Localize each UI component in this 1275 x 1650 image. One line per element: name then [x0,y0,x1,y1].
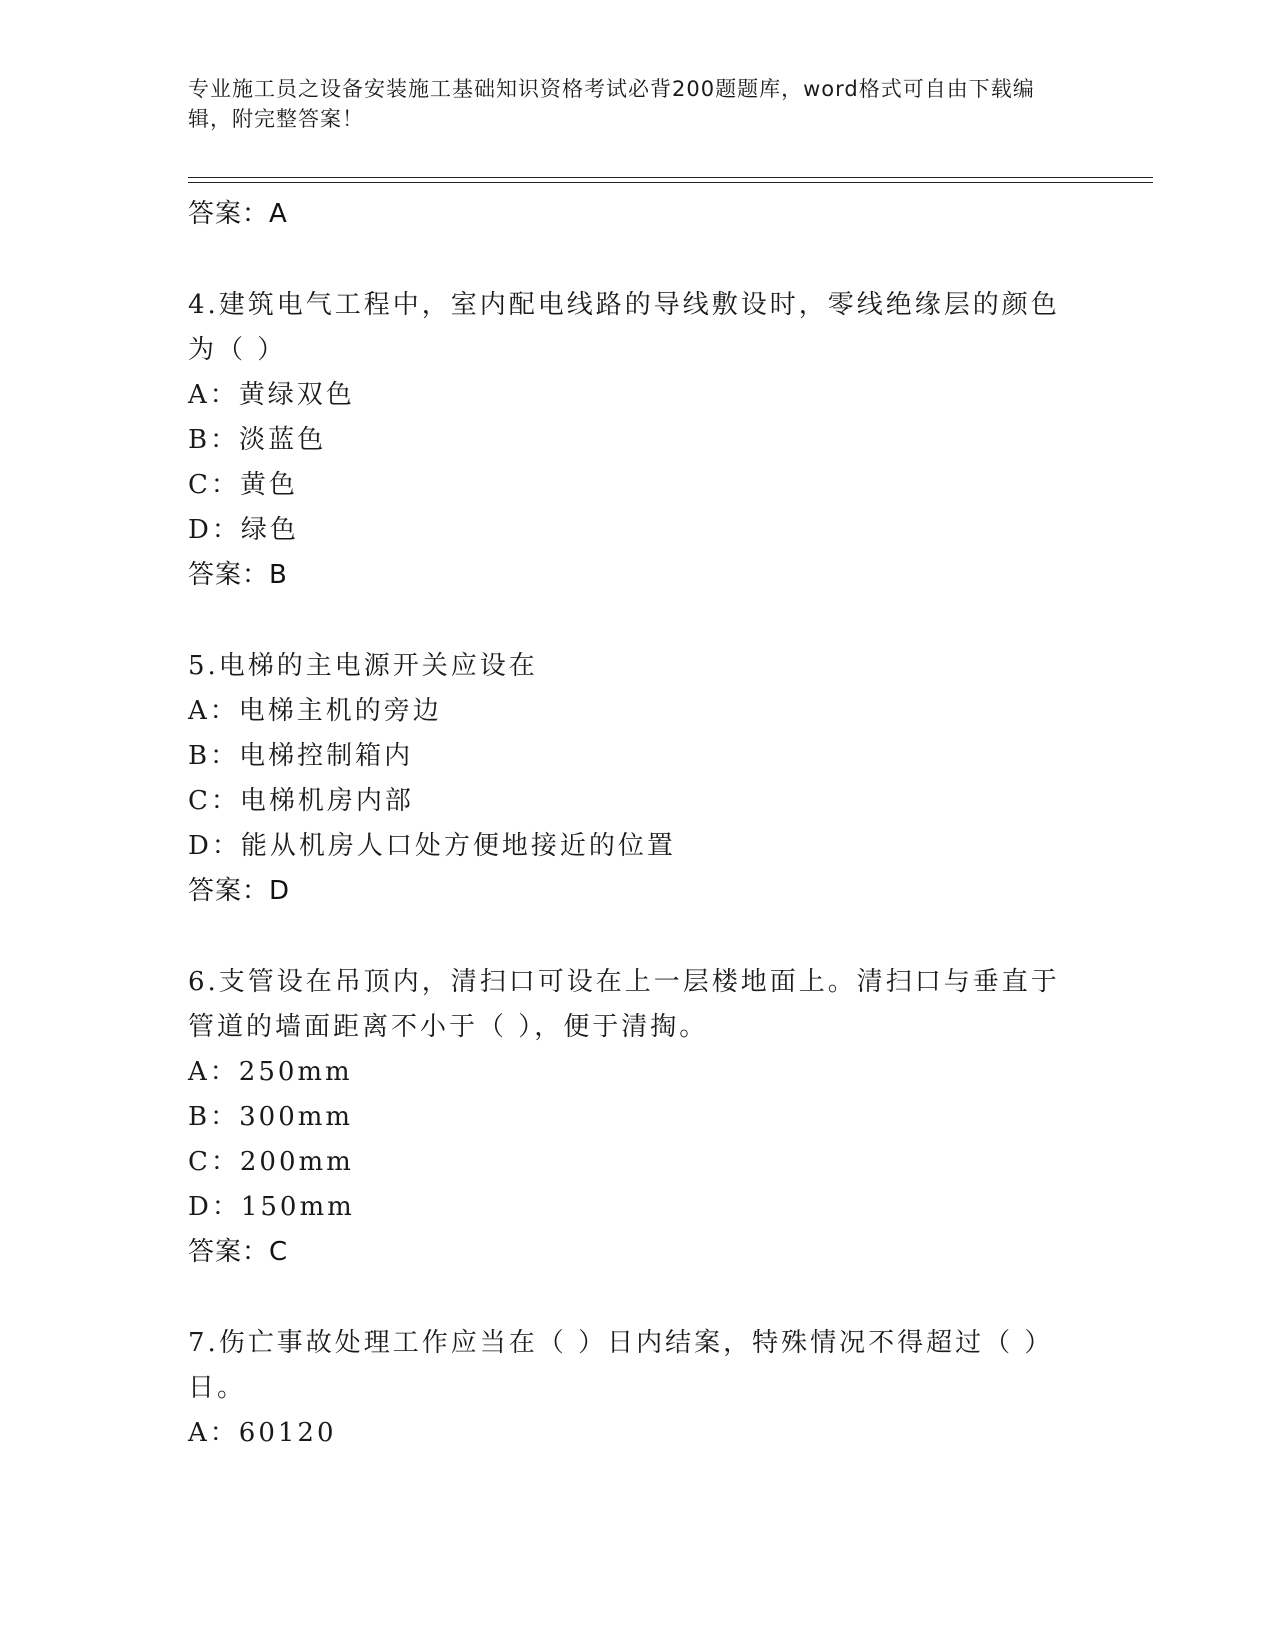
option-c: C：200mm [188,1147,354,1177]
question-item [188,960,1068,1275]
question-text: 6.支管设在吊顶内，清扫口可设在上一层楼地面上。清扫口与垂直于管道的墙面距离不小于（ ），便于清掏。 [188,967,1060,1042]
option-a: A：60120 [188,1418,337,1448]
question-item [188,644,1068,914]
option-a: A：250mm [188,1057,353,1087]
option-b: B：淡蓝色 [188,425,327,455]
option-d: D：绿色 [188,515,299,545]
header-rule-top [188,177,1153,178]
header-rule-bottom [188,182,1153,183]
answer-line: 答案：C [188,1237,289,1267]
option-d: D：150mm [188,1192,355,1222]
question-text: 7.伤亡事故处理工作应当在（ ）日内结案，特殊情况不得超过（ ）日。 [188,1328,1054,1403]
option-c: C：黄色 [188,470,298,500]
option-b: B：电梯控制箱内 [188,741,414,771]
answer-line: 答案：A [188,199,288,229]
answer-line: 答案：B [188,560,288,590]
question-text: 4.建筑电气工程中，室内配电线路的导线敷设时，零线绝缘层的颜色为（ ） [188,290,1060,365]
page-header: 专业施工员之设备安装施工基础知识资格考试必背200题题库，word格式可自由下载编辑，附完整答案！ [188,77,1035,131]
question-text: 5.电梯的主电源开关应设在 [188,651,538,681]
answer-line: 答案：D [188,876,291,906]
option-d: D：能从机房人口处方便地接近的位置 [188,831,676,861]
question-item [188,1321,1068,1456]
question-item [188,283,1068,598]
question-list [188,192,1068,1456]
option-a: A：黄绿双色 [188,380,355,410]
option-a: A：电梯主机的旁边 [188,696,442,726]
option-c: C：电梯机房内部 [188,786,414,816]
option-b: B：300mm [188,1102,354,1132]
